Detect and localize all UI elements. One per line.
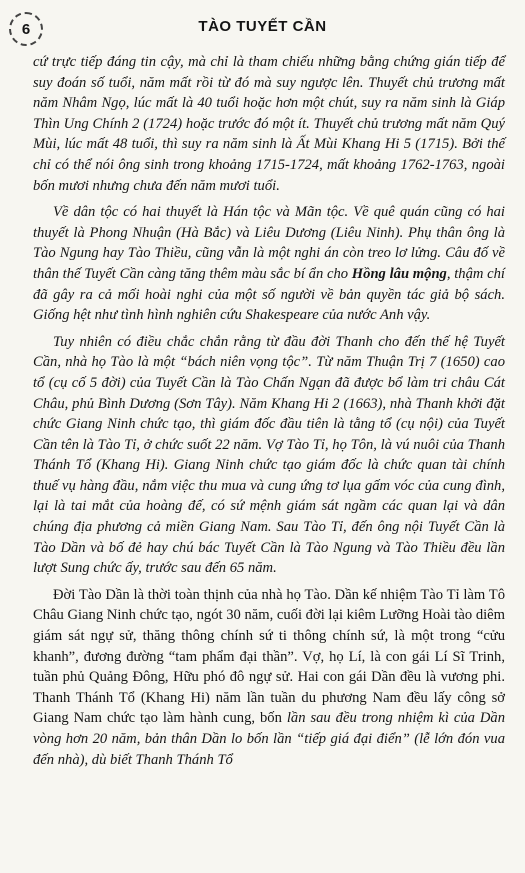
paragraph-4 (33, 585, 505, 770)
paragraph-3: Tuy nhiên có điều chắc chắn rằng từ đầu đời Thanh cho đến thế hệ Tuyết Cần, nhà họ Tào là một “bách niên vọng tộc”. Từ năm Thuận Trị 7 (1650) cao tổ (cụ cố 5 đời) của Tuyết Cần là Tào Chấn Ngạn đã được bổ làm tri châu Cát Châu, phủ Bình Dương (Sơn Tây). Năm Khang Hi 2 (1663), nhà Thanh khởi đặt chức Giang Ninh chức tạo, thì giám đốc đầu tiên là tằng tổ (cụ nội) của Tuyết Cần tên là Tào Tỉ, ở chức suốt 22 năm. Vợ Tào Tỉ, họ Tôn, là vú nuôi của Thanh Thánh Tổ (Khang Hi). Giang Ninh chức tạo giám đốc là chức quan tài chính thuế vụ hàng đầu, nắm việc thu mua và cung ứng tơ lụa gấm vóc của cung đình, lại là tai mắt của hoàng đế, có sứ mệnh giám sát ngầm các quan lại và dân chúng địa phương cả miền Giang Nam. Sau Tào Tỉ, đến ông nội Tuyết Cần là Tào Dần và bố đẻ hay chú bác Tuyết Cần là Tào Ngung và Tào Thiều đều lần lượt Sung chức ấy, trước sau đến 65 năm. (33, 333, 505, 577)
page-body (33, 52, 505, 776)
book-title-hong-lau-mong: Hồng lâu mộng (351, 265, 447, 282)
running-header-title: TÀO TUYẾT CẦN (198, 18, 327, 35)
paragraph-4-upright-text: Đời Tào Dần là thời toàn thịnh của nhà họ Tào. Dần kế nhiệm Tào Tỉ làm Tô Châu Giang Ninh chức tạo, ngót 30 năm, cuối đời lại kiêm Lưỡng Hoài tào diêm giám sát ngự sử, thăng thông chính sứ ti thông chính sứ, là một trong “cửu khanh”, đương đường “tam phẩm đại thần”. Vợ, họ Lí, là con gái Lí Sĩ Trinh, tuần phủ Quảng Đông, Hữu phó đô ngự sử. Hai con gái Dần đều là vương phi. Thanh Thánh Tổ (Khang Hi) năm lần tuần du phương Nam đều lấy công sở Giang Nam chức tạo làm hành cung, bốn (33, 586, 505, 727)
paragraph-4-italic-text: lần sau đều trong nhiệm kì của Dần vòng hơn 20 năm, bản thân Dần lo bốn lần “tiếp giá đại điển” (lễ lớn đón vua đến nhà), dù biết Thanh Thánh Tổ (33, 710, 506, 768)
page-number-text: 6 (21, 20, 31, 38)
paragraph-1: cứ trực tiếp đáng tin cậy, mà chỉ là tham chiếu những bằng chứng gián tiếp để suy đoán số tuổi, năm mất rồi từ đó mà suy ngược lên. Thuyết chủ trương mất năm Nhâm Ngọ, lúc mất là 40 tuổi hoặc hơn một chút, suy ra năm sinh là Giáp Thìn Ung Chính 2 (1724) hoặc trước đó một ít. Thuyết chủ trương mất năm Quý Mùi, lúc mất 48 tuổi, thì suy ra năm sinh là Ất Mùi Khang Hi 5 (1715). Bởi thế chỉ có thể nói ông sinh trong khoảng 1715-1724, mất khoảng 1762-1763, ngoài bốn mươi nhưng chưa đến năm mươi tuổi. (33, 54, 505, 194)
paragraph-2-text-b: , thậm chí đã gây ra cả mối hoài nghi của một số người về bản quyền tác giả bộ sách. Giống hệt như tình hình nghiên cứu Shakespeare của nước Anh vậy. (33, 265, 505, 324)
paragraph-2 (33, 202, 505, 326)
paragraph-2-text-a: Về dân tộc có hai thuyết là Hán tộc và Mãn tộc. Về quê quán cũng có hai thuyết là Phong Nhuận (Hà Bắc) và Liêu Dương (Liêu Ninh). Phụ thân ông là Tào Ngung hay Tào Thiều, cũng vẫn là một nghi án còn treo lơ lửng. Câu đố về thân thế Tuyết Cần càng tăng thêm màu sắc bí ẩn cho (33, 204, 505, 282)
